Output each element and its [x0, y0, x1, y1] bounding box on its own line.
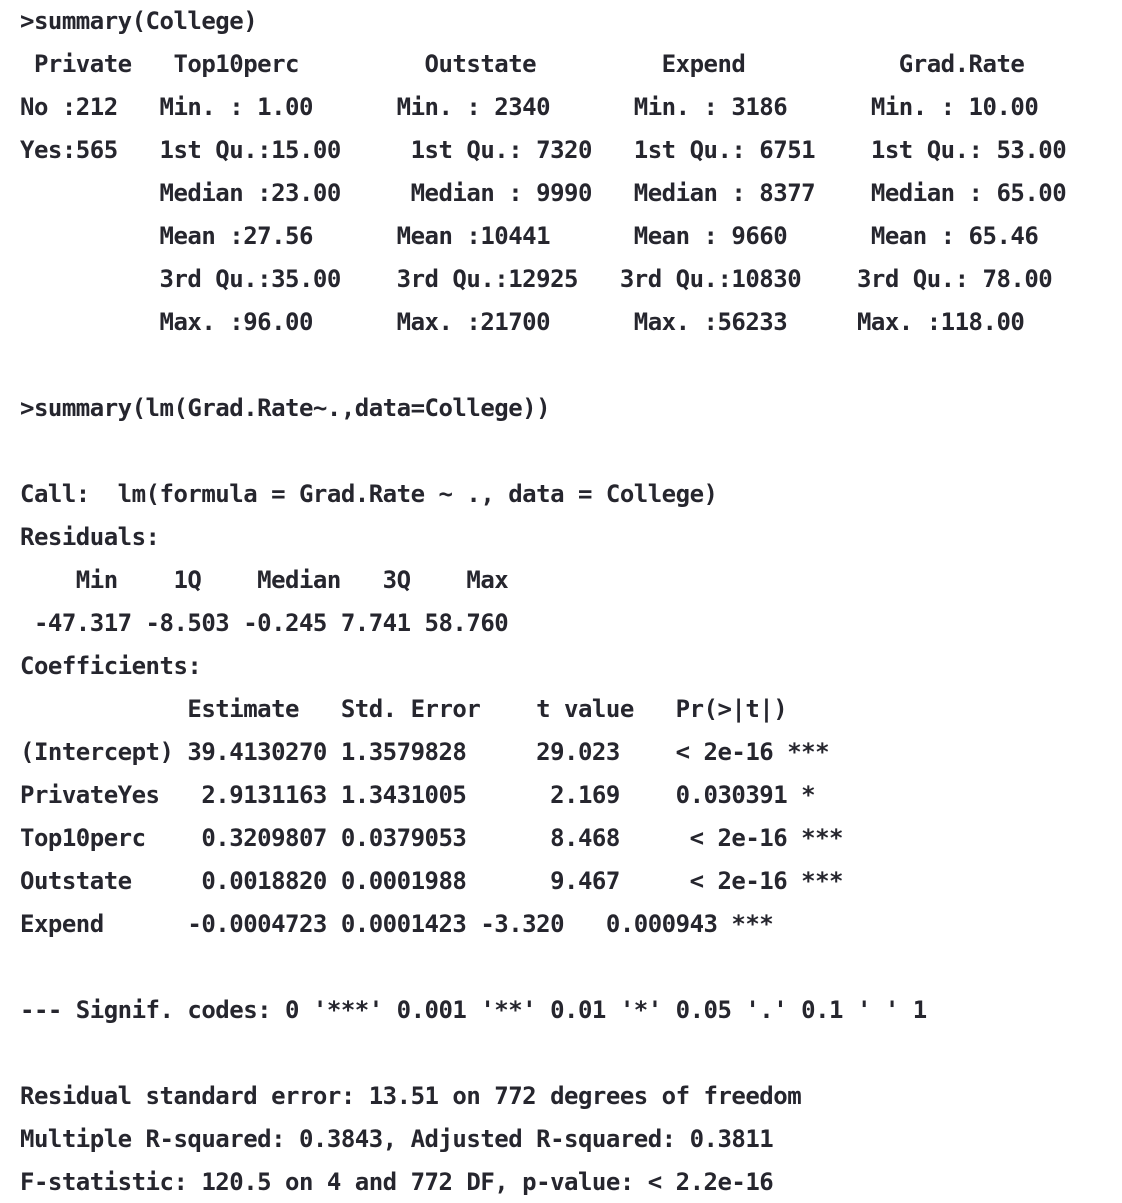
spacer [20, 1032, 1122, 1075]
signif-codes: --- Signif. codes: 0 '***' 0.001 '**' 0.01 '*' 0.05 '.' 0.1 ' ' 1 [20, 996, 927, 1024]
spacer [20, 946, 1122, 989]
residuals-header: Min 1Q Median 3Q Max [20, 566, 509, 594]
r-squared: Multiple R-squared: 0.3843, Adjusted R-squared: 0.3811 [20, 1125, 774, 1153]
coefficients-label: Coefficients: [20, 652, 202, 680]
summary-table-row-1stqu: Yes:565 1st Qu.:15.00 1st Qu.: 7320 1st Qu.: 6751 1st Qu.: 53.00 [20, 136, 1067, 164]
spacer [20, 430, 1122, 473]
residual-standard-error: Residual standard error: 13.51 on 772 degrees of freedom [20, 1082, 802, 1110]
lm-call: Call: lm(formula = Grad.Rate ~ ., data = College) [20, 480, 718, 508]
coef-row-privateyes: PrivateYes 2.9131163 1.3431005 2.169 0.030391 * [20, 781, 816, 809]
coef-row-intercept: (Intercept) 39.4130270 1.3579828 29.023 < 2e-16 *** [20, 738, 830, 766]
coef-row-top10perc: Top10perc 0.3209807 0.0379053 8.468 < 2e-16 *** [20, 824, 844, 852]
summary-table-row-max: Max. :96.00 Max. :21700 Max. :56233 Max. :118.00 [20, 308, 1025, 336]
residuals-label: Residuals: [20, 523, 160, 551]
coef-row-outstate: Outstate 0.0018820 0.0001988 9.467 < 2e-16 *** [20, 867, 844, 895]
summary-table-row-min: No :212 Min. : 1.00 Min. : 2340 Min. : 3186 Min. : 10.00 [20, 93, 1039, 121]
summary-table-row-median: Median :23.00 Median : 9990 Median : 8377 Median : 65.00 [20, 179, 1067, 207]
lm-command: >summary(lm(Grad.Rate~.,data=College)) [20, 394, 551, 422]
summary-table-row-mean: Mean :27.56 Mean :10441 Mean : 9660 Mean : 65.46 [20, 222, 1039, 250]
summary-table-row-3rdqu: 3rd Qu.:35.00 3rd Qu.:12925 3rd Qu.:10830 3rd Qu.: 78.00 [20, 265, 1053, 293]
f-statistic: F-statistic: 120.5 on 4 and 772 DF, p-value: < 2.2e-16 [20, 1168, 774, 1196]
residuals-values: -47.317 -8.503 -0.245 7.741 58.760 [20, 609, 509, 637]
coefficients-header: Estimate Std. Error t value Pr(>|t|) [20, 695, 788, 723]
spacer [20, 344, 1122, 387]
summary-table-header: Private Top10perc Outstate Expend Grad.Rate [20, 50, 1025, 78]
coef-row-expend: Expend -0.0004723 0.0001423 -3.320 0.000943 *** [20, 910, 774, 938]
summary-command: >summary(College) [20, 7, 258, 35]
